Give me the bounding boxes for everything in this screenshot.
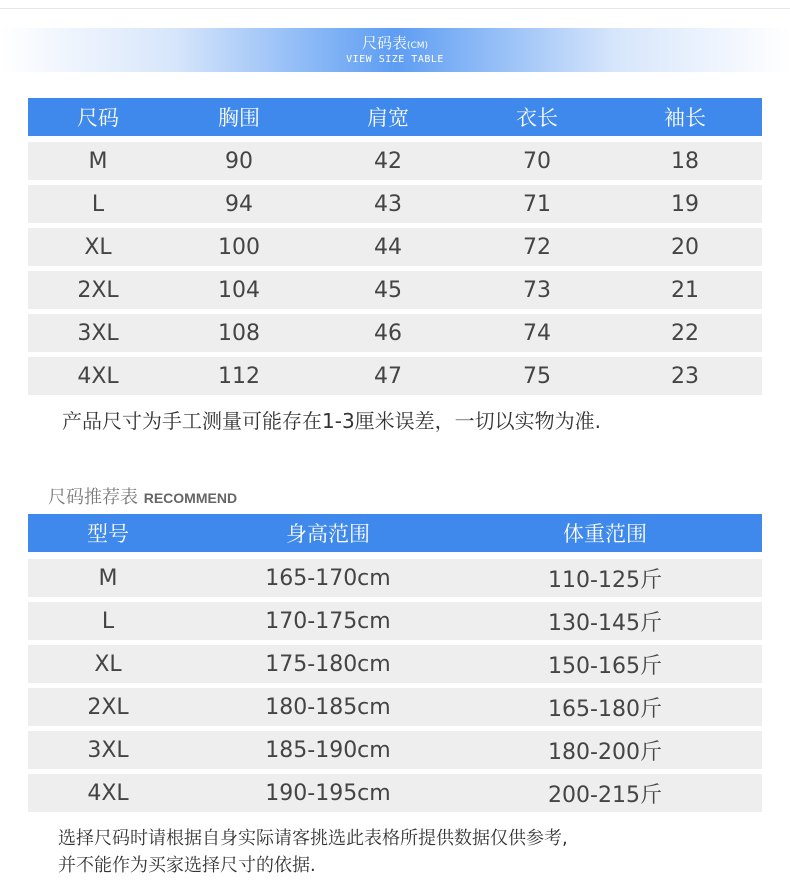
cell-weight: 165-180斤 bbox=[548, 696, 662, 722]
top-divider bbox=[0, 8, 790, 9]
header-size: 尺码 bbox=[77, 106, 119, 130]
banner-unit: (CM) bbox=[406, 41, 429, 51]
banner-title: 尺码表(CM) bbox=[361, 34, 429, 52]
cell-chest: 90 bbox=[225, 148, 253, 174]
selection-note-line1: 选择尺码时请根据自身实际请客挑选此表格所提供数据仅供参考, bbox=[58, 828, 568, 849]
cell-length: 73 bbox=[523, 277, 551, 303]
selection-note-line2: 并不能作为买家选择尺寸的依据. bbox=[58, 855, 316, 876]
cell-size: 3XL bbox=[77, 320, 119, 346]
cell-weight: 150-165斤 bbox=[548, 653, 662, 679]
measurement-note: 产品尺寸为手工测量可能存在1-3厘米误差，一切以实物为准. bbox=[62, 409, 602, 433]
cell-size: 2XL bbox=[77, 277, 119, 303]
recommend-title: 尺码推荐表 RECOMMEND bbox=[48, 487, 238, 508]
table-row bbox=[28, 185, 762, 223]
cell-shoulder: 42 bbox=[374, 148, 402, 174]
cell-sleeve: 20 bbox=[671, 234, 699, 260]
cell-sleeve: 23 bbox=[671, 363, 699, 389]
cell-height: 165-170cm bbox=[265, 565, 391, 591]
table-row bbox=[28, 731, 762, 769]
cell-model: 2XL bbox=[87, 694, 129, 720]
cell-chest: 104 bbox=[218, 277, 260, 303]
cell-sleeve: 18 bbox=[671, 148, 699, 174]
cell-sleeve: 21 bbox=[671, 277, 699, 303]
cell-chest: 108 bbox=[218, 320, 260, 346]
banner-subtitle: VIEW SIZE TABLE bbox=[346, 54, 444, 65]
table-row bbox=[28, 314, 762, 352]
size-table-header bbox=[28, 98, 762, 136]
cell-shoulder: 46 bbox=[374, 320, 402, 346]
table-row bbox=[28, 645, 762, 683]
table-row bbox=[28, 602, 762, 640]
cell-size: M bbox=[88, 148, 108, 174]
cell-weight: 110-125斤 bbox=[548, 567, 662, 593]
table-row bbox=[28, 357, 762, 395]
table-row bbox=[28, 774, 762, 812]
recommend-table-header bbox=[28, 514, 762, 552]
selection-note bbox=[58, 825, 568, 879]
cell-model: XL bbox=[94, 651, 122, 677]
cell-weight: 130-145斤 bbox=[548, 610, 662, 636]
cell-shoulder: 47 bbox=[374, 363, 402, 389]
cell-chest: 100 bbox=[218, 234, 260, 260]
header-sleeve: 袖长 bbox=[664, 106, 706, 130]
cell-weight: 180-200斤 bbox=[548, 739, 662, 765]
cell-height: 170-175cm bbox=[265, 608, 391, 634]
cell-height: 190-195cm bbox=[265, 780, 391, 806]
header-height-range: 身高范围 bbox=[286, 522, 370, 546]
cell-model: M bbox=[98, 565, 118, 591]
header-chest: 胸围 bbox=[218, 106, 260, 130]
table-row bbox=[28, 142, 762, 180]
cell-length: 72 bbox=[523, 234, 551, 260]
header-length: 衣长 bbox=[516, 106, 558, 130]
table-row bbox=[28, 559, 762, 597]
cell-sleeve: 22 bbox=[671, 320, 699, 346]
cell-model: 4XL bbox=[87, 780, 129, 806]
recommend-title-en: RECOMMEND bbox=[143, 490, 238, 506]
header-model: 型号 bbox=[87, 522, 129, 546]
cell-shoulder: 45 bbox=[374, 277, 402, 303]
table-row bbox=[28, 271, 762, 309]
cell-length: 74 bbox=[523, 320, 551, 346]
cell-chest: 94 bbox=[225, 191, 253, 217]
header-shoulder: 肩宽 bbox=[367, 106, 409, 130]
cell-chest: 112 bbox=[218, 363, 260, 389]
cell-size: L bbox=[91, 191, 105, 217]
cell-weight: 200-215斤 bbox=[548, 782, 662, 808]
header-weight-range: 体重范围 bbox=[563, 522, 647, 546]
cell-length: 70 bbox=[523, 148, 551, 174]
cell-length: 75 bbox=[523, 363, 551, 389]
table-row bbox=[28, 228, 762, 266]
cell-size: 4XL bbox=[77, 363, 119, 389]
cell-model: 3XL bbox=[87, 737, 129, 763]
cell-length: 71 bbox=[523, 191, 551, 217]
cell-size: XL bbox=[84, 234, 112, 260]
table-row bbox=[28, 688, 762, 726]
size-chart-banner bbox=[0, 28, 790, 72]
cell-height: 185-190cm bbox=[265, 737, 391, 763]
cell-shoulder: 43 bbox=[374, 191, 402, 217]
cell-model: L bbox=[101, 608, 115, 634]
cell-sleeve: 19 bbox=[671, 191, 699, 217]
cell-height: 175-180cm bbox=[265, 651, 391, 677]
cell-height: 180-185cm bbox=[265, 694, 391, 720]
cell-shoulder: 44 bbox=[374, 234, 402, 260]
